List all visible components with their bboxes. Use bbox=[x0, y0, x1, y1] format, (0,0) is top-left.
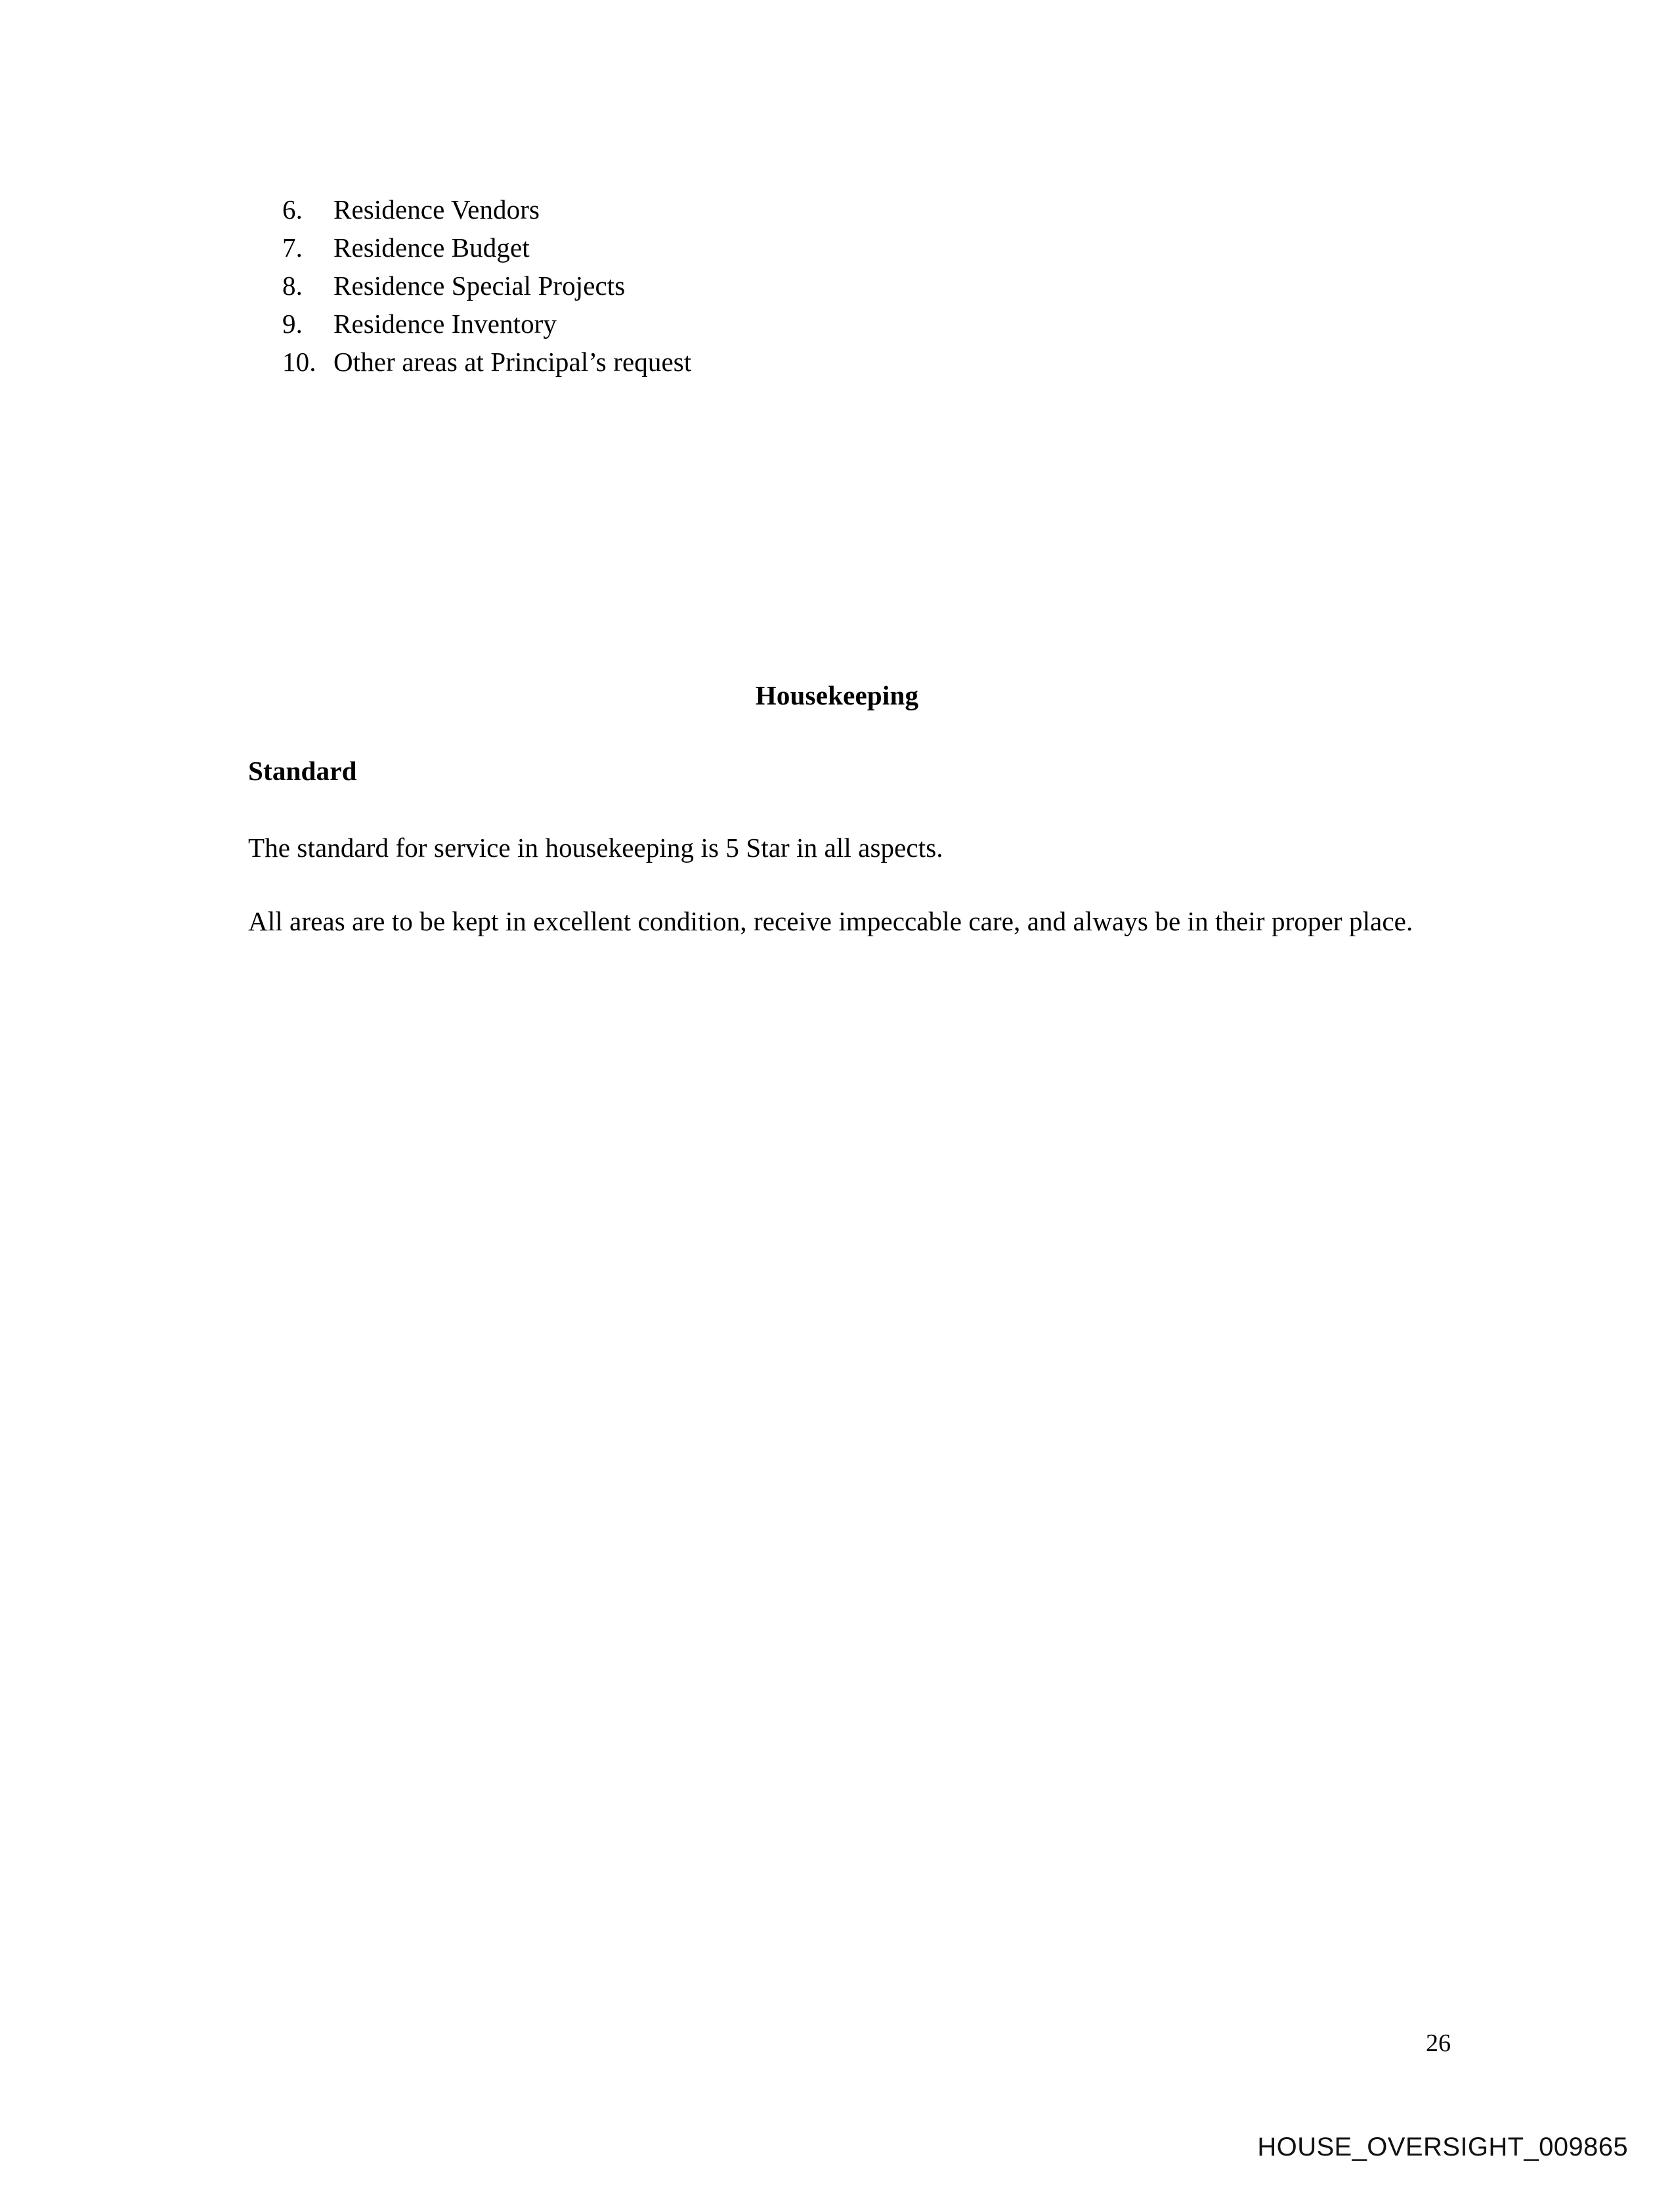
list-item-label: Residence Budget bbox=[333, 232, 530, 263]
list-item bbox=[282, 305, 1398, 343]
subsection-heading: Standard bbox=[248, 756, 357, 786]
list-item-number: 9. bbox=[282, 309, 303, 339]
list-item-label: Residence Inventory bbox=[333, 309, 557, 339]
list-item-label: Residence Special Projects bbox=[333, 271, 626, 301]
list-item-label: Other areas at Principal’s request bbox=[333, 347, 692, 377]
list-item bbox=[282, 228, 1398, 267]
list-item-number: 10. bbox=[282, 347, 316, 377]
body-paragraph-2: All areas are to be kept in excellent condition, receive impeccable care, and always be in their proper place. bbox=[248, 906, 1413, 936]
section-heading: Housekeeping bbox=[755, 680, 919, 710]
list-item-number: 6. bbox=[282, 194, 303, 225]
list-item-number: 8. bbox=[282, 271, 303, 301]
bates-stamp: HOUSE_OVERSIGHT_009865 bbox=[1257, 2133, 1628, 2161]
body-paragraph-1: The standard for service in housekeeping is 5 Star in all aspects. bbox=[248, 833, 943, 863]
list-item bbox=[282, 267, 1398, 305]
list-item bbox=[282, 190, 1398, 228]
page-number: 26 bbox=[1426, 2029, 1451, 2057]
list-item bbox=[282, 343, 1398, 381]
numbered-list bbox=[282, 190, 1398, 381]
list-item-number: 7. bbox=[282, 232, 303, 263]
list-item-label: Residence Vendors bbox=[333, 194, 540, 225]
